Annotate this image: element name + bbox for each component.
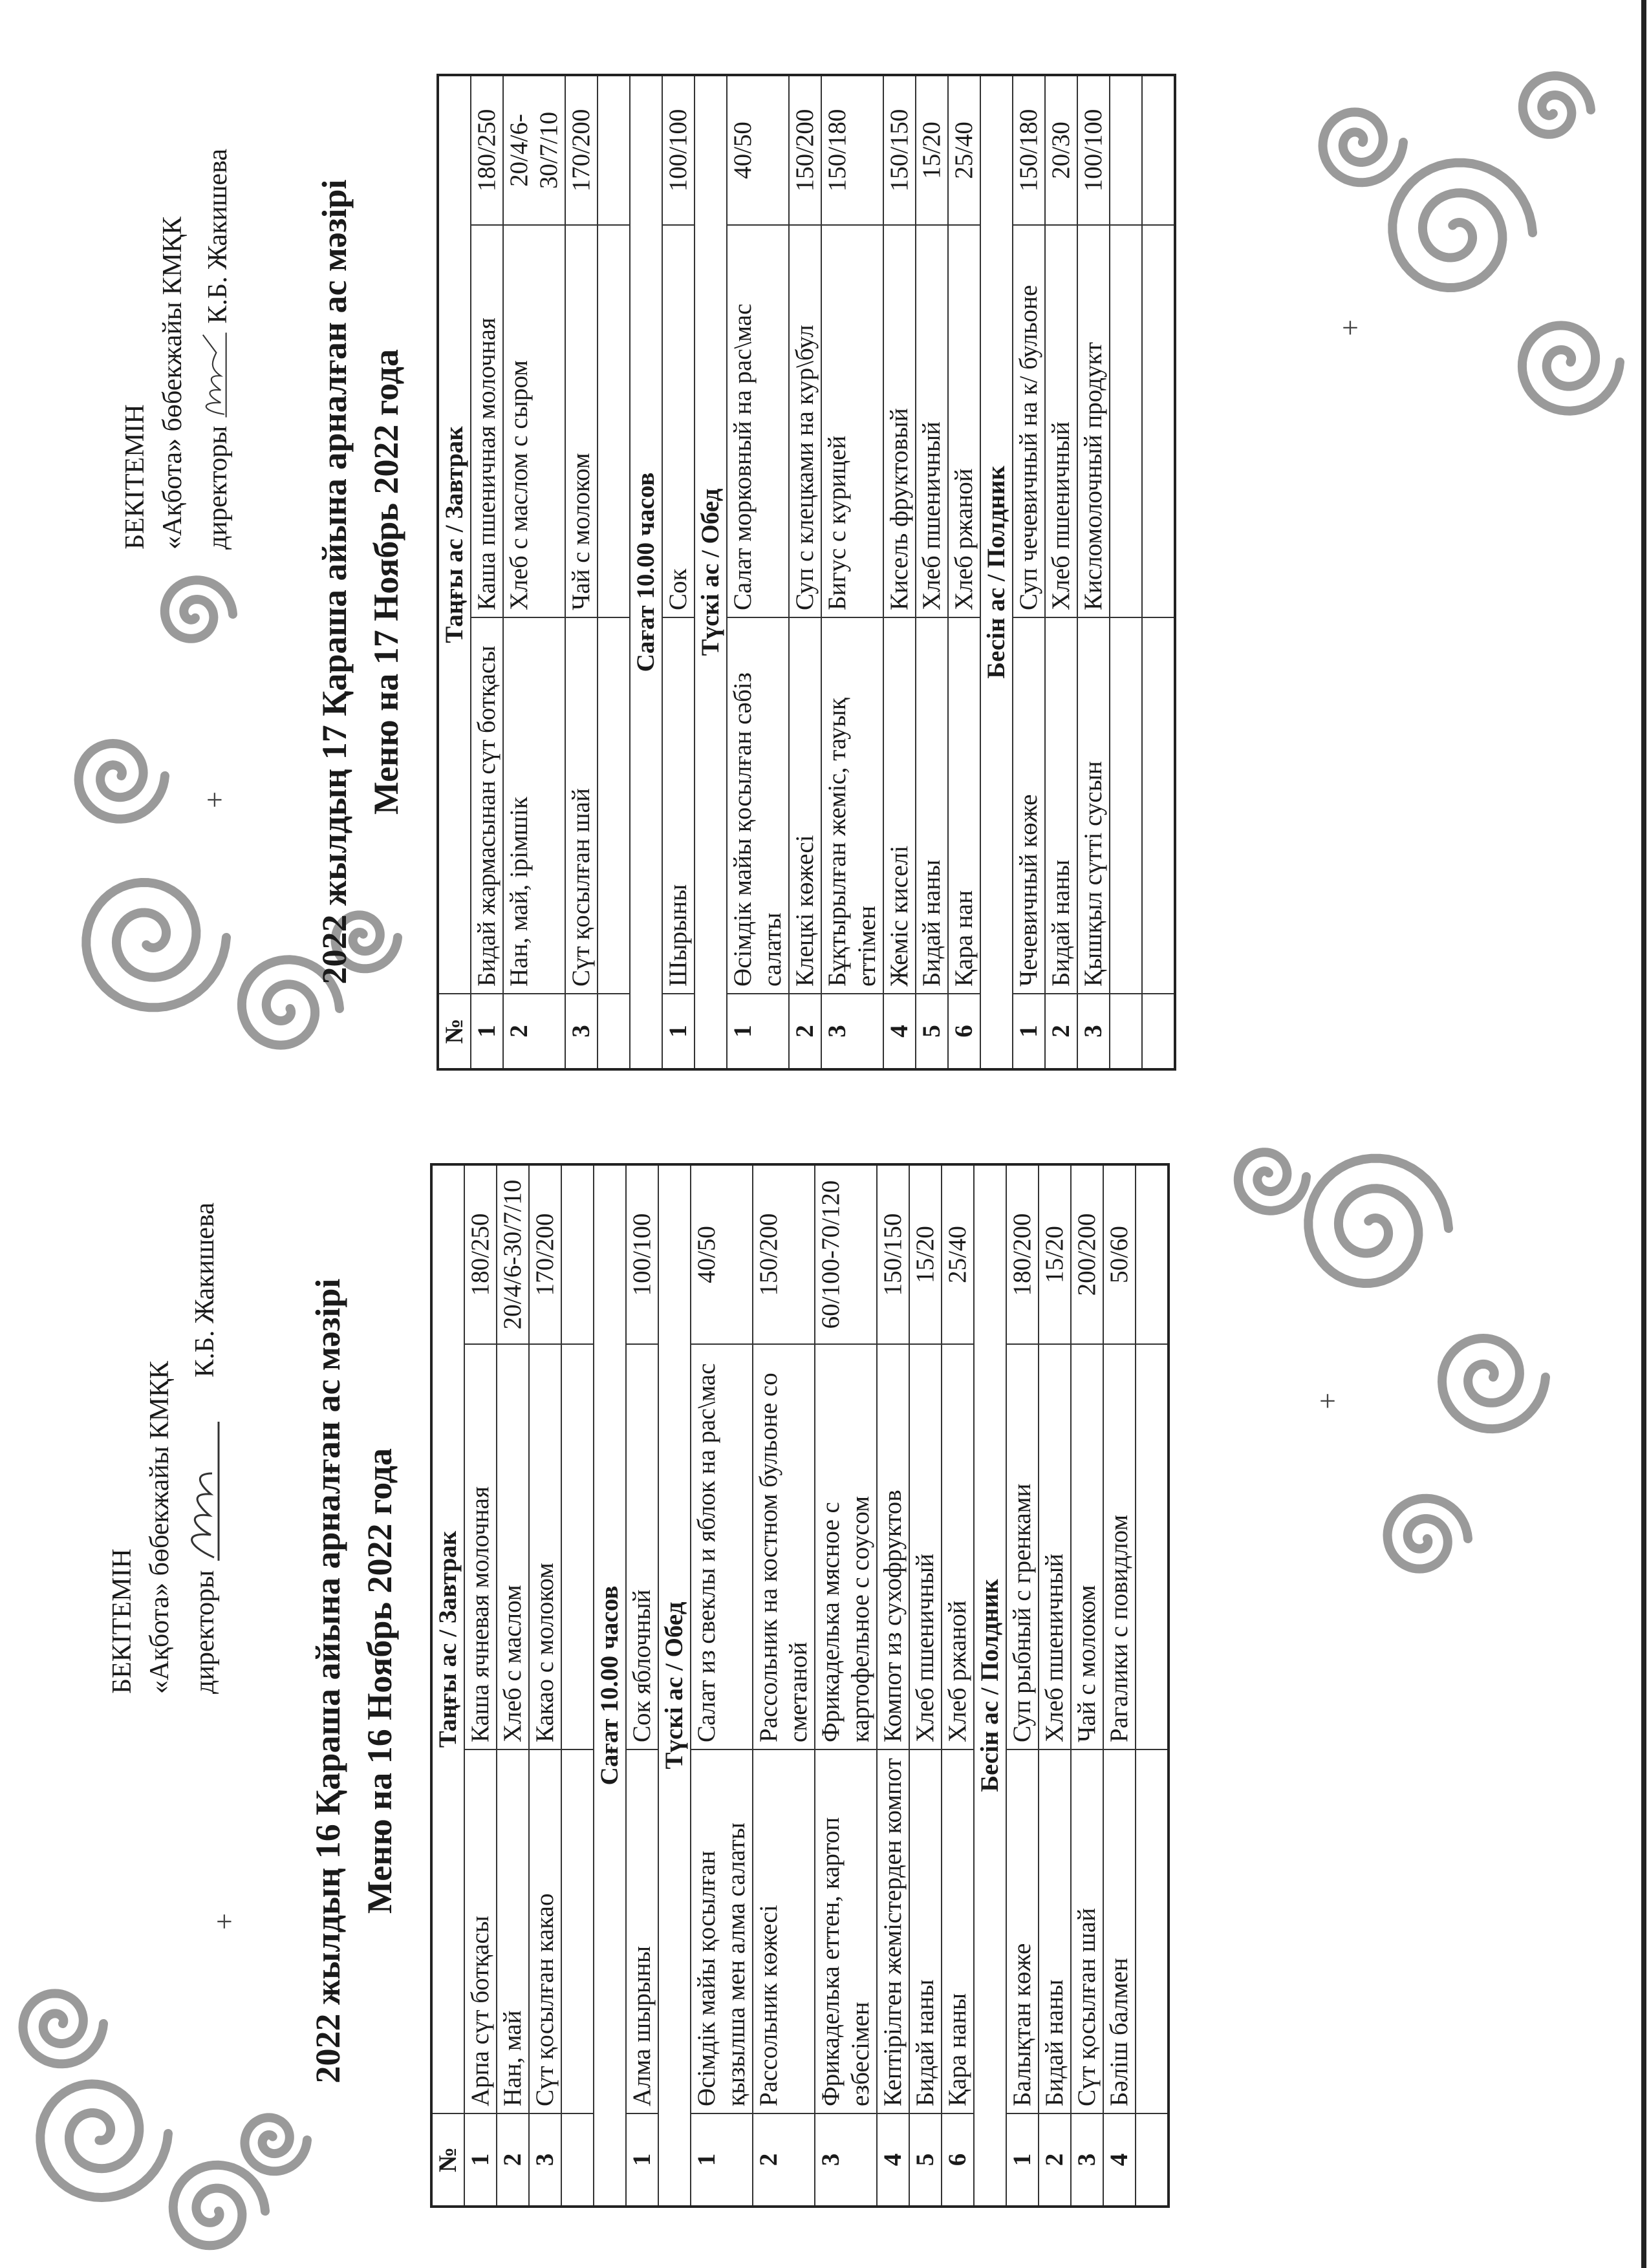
dish-name-ru: Рассольник на костном бульоне со сметаной — [753, 1344, 815, 1749]
portion-amount — [1142, 75, 1175, 225]
menu-sheet-17-nov — [97, 52, 1267, 1112]
position-label: директоры — [190, 1570, 220, 1694]
section-header-row — [658, 1164, 691, 2207]
portion-amount: 180/200 — [1006, 1164, 1039, 1344]
dish-name-kz: Сүт қосылған какао — [529, 1749, 561, 2113]
row-number: 2 — [789, 994, 821, 1069]
dish-name-kz: Арпа сүт ботқасы — [464, 1749, 497, 2113]
dish-name-ru: Хлеб пшеничный — [916, 225, 948, 617]
dish-name-kz — [1142, 617, 1175, 994]
table-row — [1013, 75, 1045, 1069]
ornament-spiral-icon — [1522, 325, 1620, 411]
table-row — [626, 1164, 658, 2207]
portion-amount: 40/50 — [727, 75, 789, 225]
row-number — [598, 994, 630, 1069]
row-number: 5 — [909, 2113, 942, 2207]
row-number: 2 — [503, 994, 565, 1069]
table-row — [529, 1164, 561, 2207]
table-row — [883, 75, 916, 1069]
ornament-spiral-icon — [1308, 1159, 1449, 1283]
dish-name-ru: Каша пшеничная молочная — [471, 225, 503, 617]
plus-mark: + — [1342, 311, 1359, 344]
section-header-row — [438, 75, 471, 1069]
portion-amount: 20/4/6-30/7/10 — [497, 1164, 529, 1344]
section-title: Таңғы ас / Завтрак — [438, 75, 471, 994]
director-name: К.Б. Жакишева — [190, 1203, 220, 1378]
dish-name-ru — [598, 225, 630, 617]
ornament-spiral-icon — [1392, 163, 1533, 288]
dish-name-kz: Фрикаделька еттен, картоп езбесімен — [815, 1749, 877, 2113]
row-number: 1 — [727, 994, 789, 1069]
dish-name-ru: Суп с клецками на кур\бул — [789, 225, 821, 617]
portion-amount: 15/20 — [1039, 1164, 1071, 1344]
portion-amount: 150/200 — [789, 75, 821, 225]
dish-name-ru: Суп рыбный с гренками — [1006, 1344, 1039, 1749]
ornament-spiral-icon — [1442, 1338, 1546, 1429]
table-row — [948, 75, 980, 1069]
ornament-spiral-icon — [23, 1993, 104, 2064]
row-number: 1 — [464, 2113, 497, 2207]
title-ru: Меню на 17 Ноябрь 2022 года — [367, 349, 405, 815]
portion-amount — [598, 75, 630, 225]
row-number — [1110, 994, 1142, 1069]
dish-name-ru: Фрикаделька мясное с картофельное с соусом — [815, 1344, 877, 1749]
row-number: 1 — [662, 994, 695, 1069]
row-number: 3 — [815, 2113, 877, 2207]
plus-mark: + — [208, 1913, 241, 1930]
portion-amount — [561, 1164, 594, 1344]
organization-name: «Ақбота» бөбекжайы КМҚК — [158, 216, 188, 550]
dish-name-ru: Сок яблочный — [626, 1344, 658, 1749]
dish-name-kz: Нан, май, ірімшік — [503, 617, 565, 994]
portion-amount: 150/180 — [821, 75, 883, 225]
portion-amount: 150/150 — [877, 1164, 909, 1344]
signature-line — [191, 149, 237, 550]
dish-name-kz — [598, 617, 630, 994]
column-header-number: № — [431, 2113, 464, 2207]
dish-name-ru: Хлеб с маслом — [497, 1344, 529, 1749]
row-number: 5 — [916, 994, 948, 1069]
section-title: Сағат 10.00 часов — [594, 1164, 626, 2207]
table-row — [942, 1164, 974, 2207]
table-row — [1039, 1164, 1071, 2207]
plus-mark: + — [1319, 1384, 1336, 1417]
portion-amount: 100/100 — [662, 75, 695, 225]
portion-amount: 170/200 — [565, 75, 598, 225]
dish-name-kz: Нан, май — [497, 1749, 529, 2113]
dish-name-ru: Хлеб ржаной — [948, 225, 980, 617]
dish-name-kz: Өсімдік майы қосылған қызылша мен алма салаты — [691, 1749, 753, 2113]
section-title: Түскі ас / Обед — [658, 1164, 691, 2207]
dish-name-ru: Салат морковный на рас\мас — [727, 225, 789, 617]
portion-amount: 20/30 — [1045, 75, 1077, 225]
row-number: 1 — [1013, 994, 1045, 1069]
approve-label: БЕКІТЕМІН — [107, 1548, 137, 1694]
empty-row — [598, 75, 630, 1069]
section-header-row — [594, 1164, 626, 2207]
row-number: 4 — [877, 2113, 909, 2207]
menu-table — [430, 1163, 1170, 2208]
dish-name-kz: Бұқтырылған жеміс, тауық еттімен — [821, 617, 883, 994]
row-number — [1136, 2113, 1169, 2207]
portion-amount: 150/200 — [753, 1164, 815, 1344]
dish-name-ru: Бигус с курицей — [821, 225, 883, 617]
empty-row — [1110, 75, 1142, 1069]
dish-name-kz — [561, 1749, 594, 2113]
portion-amount — [1136, 1164, 1169, 1344]
table-row — [916, 75, 948, 1069]
section-header-row — [630, 75, 662, 1069]
dish-name-ru — [1136, 1344, 1169, 1749]
section-title: Сағат 10.00 часов — [630, 75, 662, 1069]
portion-amount: 100/100 — [626, 1164, 658, 1344]
table-row — [471, 75, 503, 1069]
portion-amount: 15/20 — [916, 75, 948, 225]
ornament-spiral-icon — [1238, 1152, 1306, 1211]
dish-name-kz — [1136, 1749, 1169, 2113]
dish-name-ru: Хлеб ржаной — [942, 1344, 974, 1749]
dish-name-kz: Кептірілген жемістерден компот — [877, 1749, 909, 2113]
table-row — [1103, 1164, 1136, 2207]
table-row — [877, 1164, 909, 2207]
table-row — [464, 1164, 497, 2207]
dish-name-ru: Салат из свеклы и яблок на рас\мас — [691, 1344, 753, 1749]
table-row — [691, 1164, 753, 2207]
dish-name-ru: Каша ячневая молочная — [464, 1344, 497, 1749]
row-number: 1 — [1006, 2113, 1039, 2207]
row-number: 3 — [1071, 2113, 1103, 2207]
dish-name-ru: Хлеб пшеничный — [1039, 1344, 1071, 1749]
portion-amount: 50/60 — [1103, 1164, 1136, 1344]
section-title: Таңғы ас / Завтрак — [431, 1164, 464, 2113]
table-row — [503, 75, 565, 1069]
row-number: 1 — [626, 2113, 658, 2207]
table-row — [565, 75, 598, 1069]
dish-name-ru: Хлеб пшеничный — [1045, 225, 1077, 617]
row-number: 2 — [1045, 994, 1077, 1069]
table-row — [1006, 1164, 1039, 2207]
dish-name-kz: Сүт қосылған шай — [1071, 1749, 1103, 2113]
table-row — [1045, 75, 1077, 1069]
table-row — [497, 1164, 529, 2207]
dish-name-ru: Суп чечевичный на к/ бульоне — [1013, 225, 1045, 617]
table-row — [909, 1164, 942, 2207]
signature-mark — [178, 1415, 224, 1564]
dish-name-kz: Рассольник көжесі — [753, 1749, 815, 2113]
row-number: 2 — [1039, 2113, 1071, 2207]
portion-amount: 15/20 — [909, 1164, 942, 1344]
dish-name-kz: Бидай наны — [1045, 617, 1077, 994]
dish-name-ru — [561, 1344, 594, 1749]
dish-name-kz: Өсімдік майы қосылған сәбіз салаты — [727, 617, 789, 994]
section-title: Бесін ас / Полдник — [980, 75, 1013, 1069]
portion-amount: 25/40 — [948, 75, 980, 225]
dish-name-kz: Чечевичный көже — [1013, 617, 1045, 994]
row-number — [561, 2113, 594, 2207]
dish-name-kz: Қара наны — [942, 1749, 974, 2113]
dish-name-kz: Бәліш балмен — [1103, 1749, 1136, 2113]
row-number — [1142, 994, 1175, 1069]
director-name: К.Б. Жакишева — [203, 149, 233, 324]
dish-name-ru — [1142, 225, 1175, 617]
dish-name-kz: Жеміс киселі — [883, 617, 916, 994]
menu-table — [436, 74, 1176, 1071]
portion-amount: 25/40 — [942, 1164, 974, 1344]
ornament-spiral-icon — [1523, 76, 1591, 134]
table-row — [815, 1164, 877, 2207]
row-number: 1 — [471, 994, 503, 1069]
section-header-row — [431, 1164, 464, 2207]
table-row — [789, 75, 821, 1069]
portion-amount: 200/200 — [1071, 1164, 1103, 1344]
table-row — [753, 1164, 815, 2207]
portion-amount: 20/4/6-30/7/10 — [503, 75, 565, 225]
dish-name-ru: Компот из сухофруктов — [877, 1344, 909, 1749]
section-header-row — [980, 75, 1013, 1069]
portion-amount: 40/50 — [691, 1164, 753, 1344]
dish-name-kz: Қара нан — [948, 617, 980, 994]
portion-amount: 100/100 — [1077, 75, 1110, 225]
dish-name-ru: Какао с молоком — [529, 1344, 561, 1749]
dish-name-kz: Клецкі көжесі — [789, 617, 821, 994]
dish-name-ru: Кисель фруктовый — [883, 225, 916, 617]
portion-amount: 150/180 — [1013, 75, 1045, 225]
dish-name-kz: Балықтан көже — [1006, 1749, 1039, 2113]
portion-amount — [1110, 75, 1142, 225]
dish-name-kz: Бидай наны — [1039, 1749, 1071, 2113]
table-row — [1071, 1164, 1103, 2207]
dish-name-ru: Сок — [662, 225, 695, 617]
section-header-row — [695, 75, 727, 1069]
row-number: 3 — [565, 994, 598, 1069]
row-number: 6 — [948, 994, 980, 1069]
section-header-row — [974, 1164, 1006, 2207]
row-number: 4 — [883, 994, 916, 1069]
dish-name-kz: Шырыны — [662, 617, 695, 994]
row-number: 2 — [497, 2113, 529, 2207]
empty-row — [561, 1164, 594, 2207]
dish-name-ru: Хлеб с маслом с сыром — [503, 225, 565, 617]
signature-mark — [191, 330, 237, 420]
title-kz: 2022 жылдың 16 Қараша айына арналған ас мәзірі — [308, 1278, 347, 2084]
portion-amount: 60/100-70/120 — [815, 1164, 877, 1344]
position-label: директоры — [203, 425, 233, 550]
section-title: Бесін ас / Полдник — [974, 1164, 1006, 2207]
row-number: 3 — [1077, 994, 1110, 1069]
organization-name: «Ақбота» бөбекжайы КМҚК — [145, 1360, 175, 1694]
dish-name-ru: Кисломолочный продукт — [1077, 225, 1110, 617]
table-row — [1077, 75, 1110, 1069]
table-row — [727, 75, 789, 1069]
portion-amount: 180/250 — [464, 1164, 497, 1344]
portion-amount: 180/250 — [471, 75, 503, 225]
row-number: 3 — [821, 994, 883, 1069]
dish-name-kz: Бидай жармасынан сүт ботқасы — [471, 617, 503, 994]
dish-name-ru — [1110, 225, 1142, 617]
table-row — [821, 75, 883, 1069]
row-number: 4 — [1103, 2113, 1136, 2207]
row-number: 3 — [529, 2113, 561, 2207]
title-kz: 2022 жылдың 17 Қараша айына арналған ас мәзірі — [315, 179, 354, 985]
dish-name-ru: Чай с молоком — [1071, 1344, 1103, 1749]
ornament-spiral-icon — [1323, 112, 1404, 182]
portion-amount: 150/150 — [883, 75, 916, 225]
empty-row — [1142, 75, 1175, 1069]
row-number: 6 — [942, 2113, 974, 2207]
approve-label: БЕКІТЕМІН — [120, 404, 150, 550]
approval-block — [103, 1203, 224, 1694]
empty-row — [1136, 1164, 1169, 2207]
dish-name-kz: Сүт қосылған шай — [565, 617, 598, 994]
column-header-number: № — [438, 994, 471, 1069]
row-number: 1 — [691, 2113, 753, 2207]
scan-edge — [1641, 0, 1646, 2268]
dish-name-kz: Қышқыл сүтті сусын — [1077, 617, 1110, 994]
title-ru: Меню на 16 Ноябрь 2022 года — [360, 1448, 399, 1914]
signature-line — [178, 1203, 224, 1694]
approval-block — [116, 149, 237, 550]
ornament-spiral-icon — [1388, 1499, 1469, 1569]
dish-name-kz: Алма шырыны — [626, 1749, 658, 2113]
table-row — [662, 75, 695, 1069]
row-number: 2 — [753, 2113, 815, 2207]
plus-mark: + — [198, 791, 231, 808]
dish-name-kz: Бидай наны — [909, 1749, 942, 2113]
dish-name-kz — [1110, 617, 1142, 994]
dish-name-ru: Чай с молоком — [565, 225, 598, 617]
dish-name-kz: Бидай наны — [916, 617, 948, 994]
menu-sheet-16-nov — [97, 1138, 1229, 2224]
dish-name-ru: Рагалики с повидлом — [1103, 1344, 1136, 1749]
section-title: Түскі ас / Обед — [695, 75, 727, 1069]
dish-name-ru: Хлеб пшеничный — [909, 1344, 942, 1749]
portion-amount: 170/200 — [529, 1164, 561, 1344]
